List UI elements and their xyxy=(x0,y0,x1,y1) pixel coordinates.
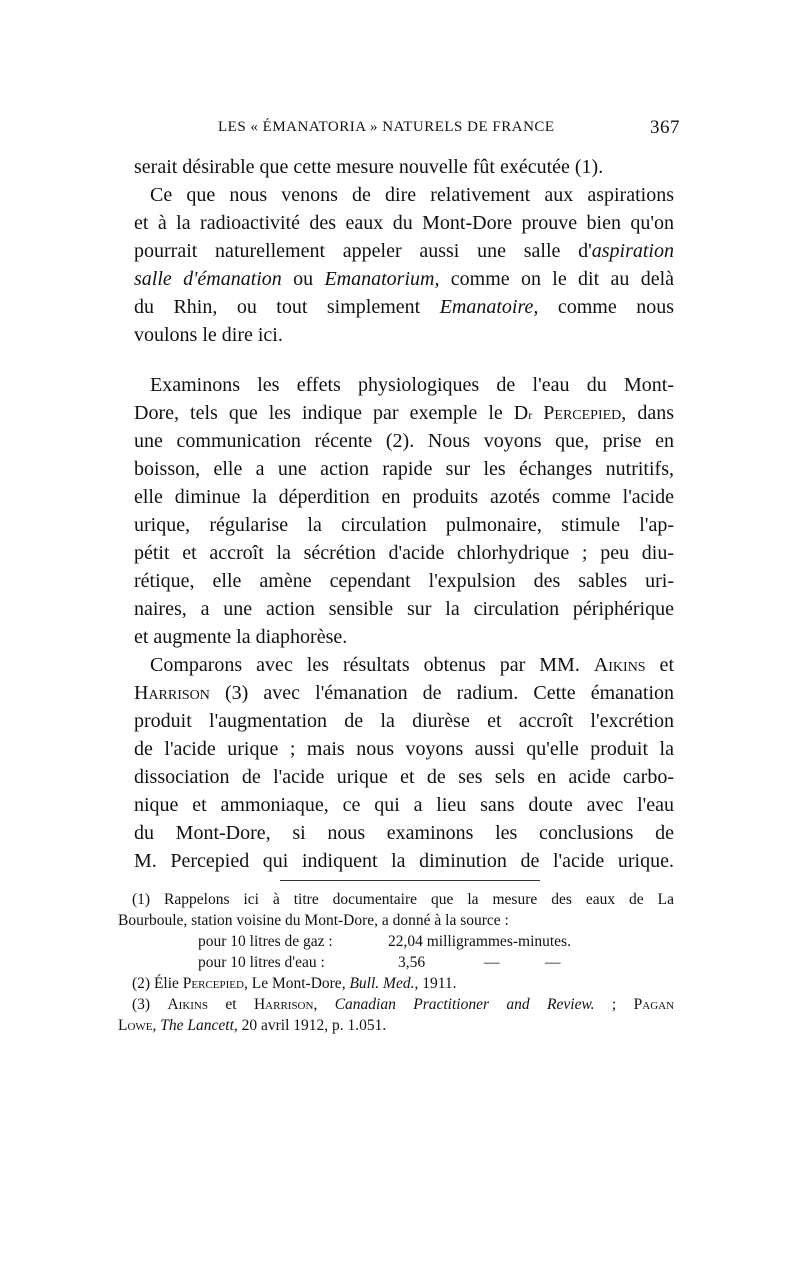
text-span: (3) xyxy=(132,996,168,1013)
text-line: Examinons les effets physiologiques de l'eau du Mont- xyxy=(150,374,674,396)
text-span: , xyxy=(313,996,335,1013)
footnote-line xyxy=(132,994,674,1016)
running-title: LES « ÉMANATORIA » NATURELS DE FRANCE xyxy=(218,119,555,135)
text-line xyxy=(134,237,674,266)
text-line xyxy=(134,265,674,294)
running-header xyxy=(218,115,680,145)
footnote-table-label: pour 10 litres d'eau : xyxy=(198,954,325,971)
footnote-table-value: 22,04 milligrammes-minutes. xyxy=(388,933,571,950)
author-name: Percepied xyxy=(182,975,244,992)
author-name: Percepied xyxy=(543,402,622,424)
author-name: Lowe xyxy=(118,1017,153,1034)
ditto-dash: — xyxy=(484,954,500,971)
superscript: r xyxy=(528,408,533,422)
text-span: du Rhin, ou tout simplement xyxy=(134,296,440,318)
footnote-table-value: 3,56 xyxy=(398,954,426,971)
author-name: Pagan xyxy=(633,996,675,1013)
text-line: une communication récente (2). Nous voyons que, prise en xyxy=(134,430,674,452)
journal-title: Bull. Med. xyxy=(349,975,415,992)
page-number: 367 xyxy=(650,117,680,138)
text-span: (2) Élie xyxy=(132,975,183,992)
journal-title: The Lancett, xyxy=(160,1017,238,1034)
text-line: dissociation de l'acide urique et de ses sels en acide carbo- xyxy=(134,766,674,788)
author-name: Aikins xyxy=(167,996,208,1013)
text-line: M. Percepied qui indiquent la diminution de l'acide urique. xyxy=(134,850,674,872)
text-span: 20 avril 1912, p. 1.051. xyxy=(237,1017,387,1034)
text-line: du Mont-Dore, si nous examinons les conclusions de xyxy=(134,822,674,844)
footnote-line xyxy=(132,973,674,995)
text-line: et à la radioactivité des eaux du Mont-Dore prouve bien qu'on xyxy=(134,212,674,234)
footnote-line: (1) Rappelons ici à titre documentaire que la mesure des eaux de La xyxy=(132,891,674,908)
text-span: , Le Mont-Dore, xyxy=(243,975,350,992)
text-span: (3) avec l'émanation de radium. Cette émanation xyxy=(209,682,674,704)
text-span: pourrait naturellement appeler aussi une salle d' xyxy=(134,240,592,262)
text-span: , xyxy=(152,1017,161,1034)
footnote-table-label: pour 10 litres de gaz : xyxy=(198,933,333,950)
text-span: , 1911. xyxy=(414,975,457,992)
footnote-line xyxy=(118,1015,674,1037)
italic-term: aspiration xyxy=(591,240,674,262)
text-line xyxy=(134,293,674,322)
text-span: , dans xyxy=(621,402,674,424)
text-line xyxy=(134,399,674,428)
footnote-rule xyxy=(280,880,540,881)
text-span: ou xyxy=(281,268,325,290)
text-span: et xyxy=(208,996,254,1013)
italic-term: Emanatorium, xyxy=(324,268,440,290)
text-span: ; xyxy=(594,996,634,1013)
author-name: Aikins xyxy=(593,654,646,676)
text-line: boisson, elle a une action rapide sur les échanges nutritifs, xyxy=(134,458,674,480)
text-span: Comparons avec les résultats obtenus par MM. xyxy=(150,654,594,676)
text-line: Ce que nous venons de dire relativement aux aspirations xyxy=(150,184,674,206)
author-name: Harrison xyxy=(253,996,314,1013)
text-span: Dore, tels que les indique par exemple le D xyxy=(134,402,529,424)
text-span: et xyxy=(645,654,674,676)
text-line: produit l'augmentation de la diurèse et accroît l'excrétion xyxy=(134,710,674,732)
text-line: voulons le dire ici. xyxy=(134,324,283,346)
text-line: naires, a une action sensible sur la circulation périphérique xyxy=(134,598,674,620)
text-line: pétit et accroît la sécrétion d'acide chlorhydrique ; peu diu- xyxy=(134,542,674,564)
text-span: comme nous xyxy=(538,296,674,318)
text-line: rétique, elle amène cependant l'expulsion des sables uri- xyxy=(134,570,674,592)
footnote-line: Bourboule, station voisine du Mont-Dore, a donné à la source : xyxy=(118,912,509,929)
journal-title: Canadian Practitioner and Review. xyxy=(334,996,595,1013)
text-line xyxy=(150,651,674,680)
text-span: comme on le dit au delà xyxy=(439,268,675,290)
italic-term: salle d'émanation xyxy=(134,268,282,290)
text-line: serait désirable que cette mesure nouvelle fût exécutée (1). xyxy=(134,156,604,178)
text-line: elle diminue la déperdition en produits azotés comme l'acide xyxy=(134,486,674,508)
text-line xyxy=(134,679,674,708)
text-line: nique et ammoniaque, ce qui a lieu sans doute avec l'eau xyxy=(134,794,674,816)
author-name: Harrison xyxy=(134,682,210,704)
italic-term: Emanatoire, xyxy=(439,296,539,318)
text-line: de l'acide urique ; mais nous voyons aussi qu'elle produit la xyxy=(134,738,674,760)
text-line: urique, régularise la circulation pulmonaire, stimule l'ap- xyxy=(134,514,674,536)
text-line: et augmente la diaphorèse. xyxy=(134,626,348,648)
ditto-dash: — xyxy=(545,954,561,971)
